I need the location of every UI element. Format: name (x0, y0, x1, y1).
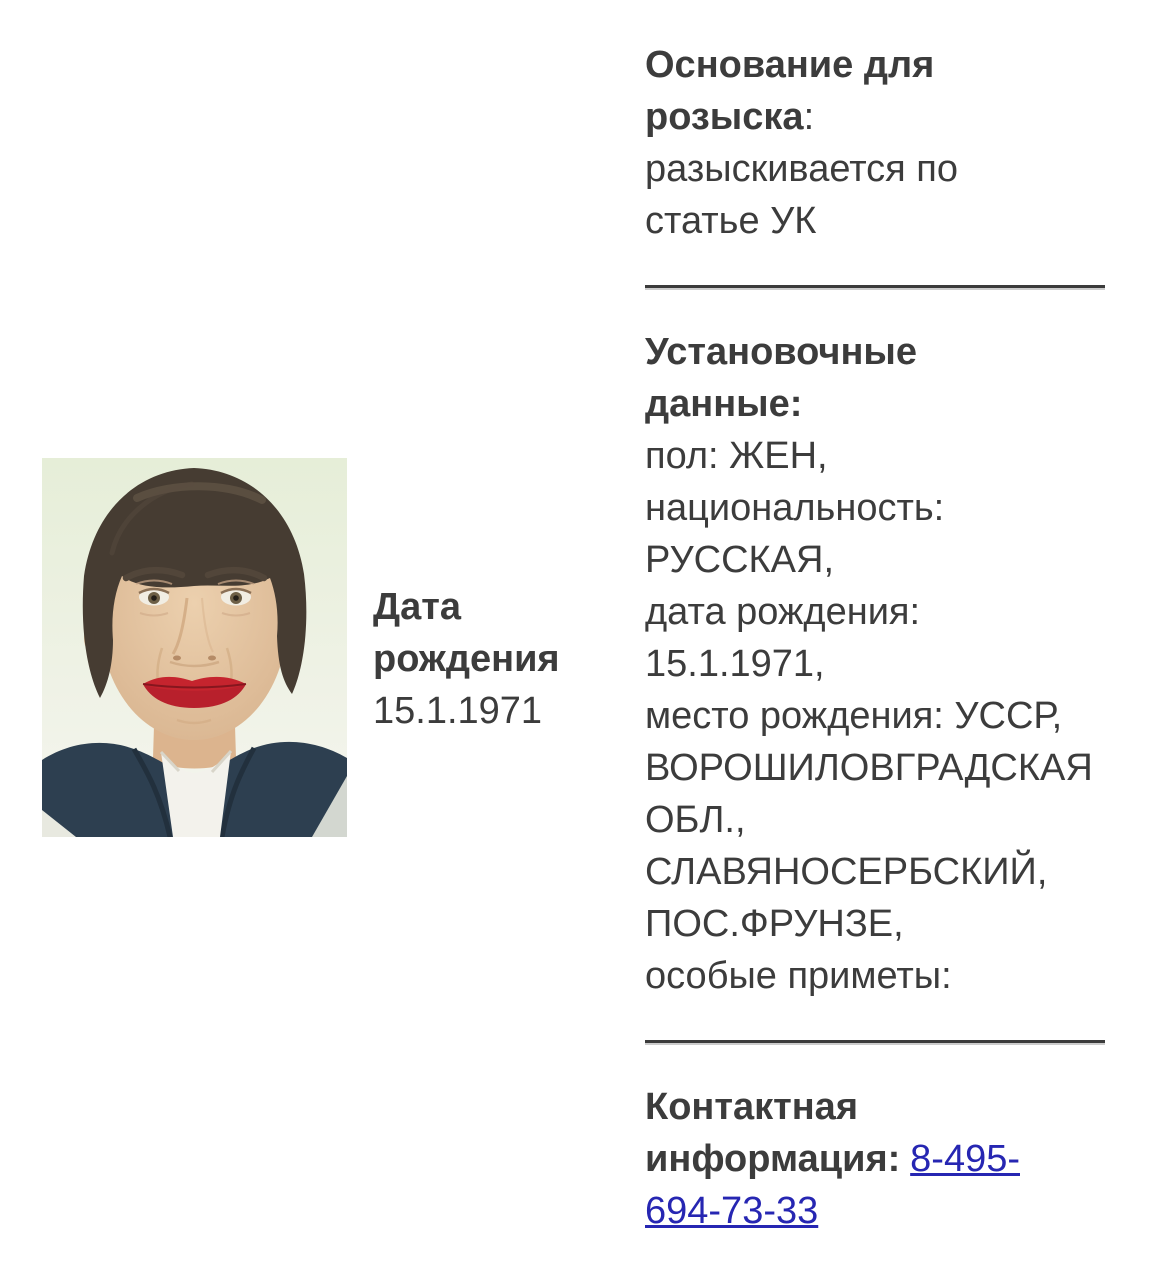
identification-line-nationality-value: РУССКАЯ, (645, 539, 835, 581)
section-divider (645, 1040, 1105, 1043)
contact-phone-part: 694-73-33 (645, 1190, 819, 1232)
identification-line-birthplace: СЛАВЯНОСЕРБСКИЙ, (645, 851, 1048, 893)
reason-title-line (645, 39, 1105, 91)
reason-body-line: статье УК (645, 200, 817, 242)
identification-title-line (645, 326, 1105, 378)
birth-date-cell (373, 581, 623, 737)
reason-title-colon: : (803, 96, 815, 138)
reason-section (645, 39, 1105, 247)
birth-date-value: 15.1.1971 (373, 690, 543, 732)
birth-date-label: Дата рождения (373, 586, 560, 680)
identification-title-text: данные: (645, 383, 803, 425)
identification-line-birthdate: дата рождения: (645, 591, 921, 633)
contact-phone-line (645, 1133, 1105, 1237)
person-photo (42, 458, 347, 837)
reason-title-text: Основание для (645, 44, 935, 86)
contact-title-text: Контактная (645, 1086, 858, 1128)
contact-section (645, 1081, 1105, 1237)
photo-cell (42, 458, 347, 837)
reason-title-text: розыска (645, 96, 804, 138)
contact-title-text: информация: (645, 1138, 901, 1180)
identification-line-nationality: национальность: (645, 487, 945, 529)
section-divider (645, 285, 1105, 288)
identification-line-birthplace: ОБЛ., (645, 799, 746, 841)
reason-title-line (645, 91, 1105, 143)
identification-line-marks: особые приметы: (645, 955, 952, 997)
details-cell (645, 39, 1105, 1237)
contact-phone-part: 8-495- (910, 1138, 1020, 1180)
identification-line-birthplace: ВОРОШИЛОВГРАДСКАЯ (645, 747, 1093, 789)
contact-title-line (645, 1081, 1105, 1133)
reason-body-line: разыскивается по (645, 148, 959, 190)
identification-title-text: Установочные (645, 331, 918, 373)
identification-section (645, 326, 1105, 1002)
identification-line-sex: пол: ЖЕН, (645, 435, 828, 477)
identification-title-line (645, 378, 1105, 430)
identification-line-birthplace: место рождения: УССР, (645, 695, 1063, 737)
identification-line-birthdate-value: 15.1.1971, (645, 643, 825, 685)
identification-line-birthplace: ПОС.ФРУНЗЕ, (645, 903, 904, 945)
